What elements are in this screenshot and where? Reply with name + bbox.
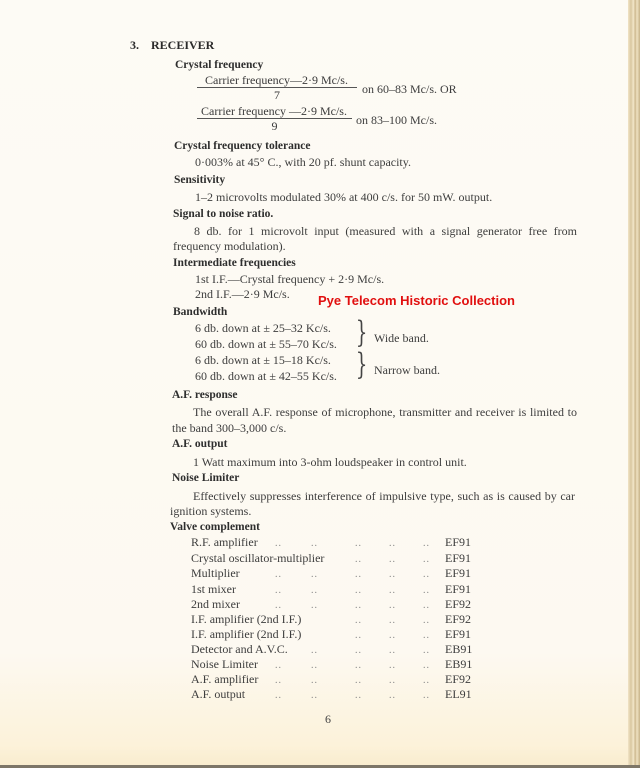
valve-stage: A.F. output xyxy=(191,687,246,701)
noise-limiter-text: Effectively suppresses interference of impulsive type, such as is caused by car ignition systems. xyxy=(170,489,575,518)
formula-2-denominator: 9 xyxy=(271,119,278,133)
page-binding-edge xyxy=(628,0,640,768)
heading-crystal-frequency: Crystal frequency xyxy=(175,59,264,71)
heading-intermediate: Intermediate frequencies xyxy=(173,257,296,269)
valve-type: EF91 xyxy=(445,582,472,596)
brace-icon: } xyxy=(355,347,368,382)
bandwidth-row: 60 db. down at ± 42–55 Kc/s. xyxy=(195,369,337,383)
heading-af-response: A.F. response xyxy=(172,389,238,401)
valve-type: EB91 xyxy=(445,642,473,656)
valve-row: 1st mixer .. .. .. .. .. EF91 xyxy=(191,582,472,596)
heading-af-output: A.F. output xyxy=(172,438,228,450)
valve-stage: R.F. amplifier xyxy=(191,535,258,549)
valve-row: A.F. amplifier .. .. .. .. .. EF92 xyxy=(191,672,472,686)
valve-stage: I.F. amplifier (2nd I.F.) xyxy=(191,627,302,641)
valve-row: Crystal oscillator-multiplier .. .. .. EF91 xyxy=(191,551,472,565)
formula-1-denominator: 7 xyxy=(274,88,280,102)
intermediate-line-2: 2nd I.F.—2·9 Mc/s. xyxy=(195,287,290,301)
intermediate-line-1: 1st I.F.—Crystal frequency + 2·9 Mc/s. xyxy=(195,272,385,286)
bandwidth-row: 6 db. down at ± 15–18 Kc/s. xyxy=(195,353,331,367)
valve-stage: Crystal oscillator-multiplier xyxy=(191,551,325,565)
watermark: Pye Telecom Historic Collection xyxy=(318,293,515,308)
heading-crystal-tolerance: Crystal frequency tolerance xyxy=(174,140,311,152)
af-output-text: 1 Watt maximum into 3-ohm loudspeaker in control unit. xyxy=(193,455,467,469)
bandwidth-row: 60 db. down at ± 55–70 Kc/s. xyxy=(195,337,337,351)
bandwidth-row: 6 db. down at ± 25–32 Kc/s. xyxy=(195,321,331,335)
crystal-tolerance-text: 0·003% at 45° C., with 20 pf. shunt capacity. xyxy=(195,155,411,169)
valve-type: EF91 xyxy=(445,551,472,565)
valve-stage: Detector and A.V.C. xyxy=(191,642,288,656)
page-number: 6 xyxy=(325,712,331,726)
valve-type: EB91 xyxy=(445,657,473,671)
section-title: RECEIVER xyxy=(151,38,215,52)
valve-row: A.F. output .. .. .. .. .. EL91 xyxy=(191,687,472,701)
narrow-band-label: Narrow band. xyxy=(374,363,440,377)
af-response-text: The overall A.F. response of microphone, transmitter and receiver is limited to the band 300–3,000 c/s. xyxy=(172,405,577,435)
valve-row: I.F. amplifier (2nd I.F.) .. .. .. EF92 xyxy=(191,612,472,626)
valve-type: EF92 xyxy=(445,612,472,626)
valve-row: Detector and A.V.C. .. .. .. .. EB91 xyxy=(191,642,473,656)
valve-stage: Noise Limiter xyxy=(191,657,258,671)
valve-row: I.F. amplifier (2nd I.F.) .. .. .. EF91 xyxy=(191,627,472,641)
formula-2-numerator: Carrier frequency —2·9 Mc/s. xyxy=(197,104,352,119)
valve-stage: I.F. amplifier (2nd I.F.) xyxy=(191,612,302,626)
heading-noise-limiter: Noise Limiter xyxy=(172,472,240,484)
valve-stage: 1st mixer xyxy=(191,582,236,596)
valve-type: EF91 xyxy=(445,535,472,549)
valve-type: EF92 xyxy=(445,597,472,611)
heading-valve-complement: Valve complement xyxy=(170,521,260,533)
valve-row: Noise Limiter .. .. .. .. .. EB91 xyxy=(191,657,473,671)
formula-1-numerator: Carrier frequency—2·9 Mc/s. xyxy=(197,73,357,88)
valve-row: Multiplier .. .. .. .. .. EF91 xyxy=(191,566,472,580)
valve-type: EF91 xyxy=(445,627,472,641)
section-number: 3. xyxy=(130,38,139,52)
valve-stage: 2nd mixer xyxy=(191,597,240,611)
valve-type: EF92 xyxy=(445,672,472,686)
brace-icon: } xyxy=(355,315,368,350)
heading-bandwidth: Bandwidth xyxy=(173,306,228,318)
signal-noise-text: 8 db. for 1 microvolt input (measured with a signal generator free from frequency modulation). xyxy=(173,224,577,253)
formula-1 xyxy=(197,73,357,102)
wide-band-label: Wide band. xyxy=(374,331,429,345)
valve-row: 2nd mixer .. .. .. .. .. EF92 xyxy=(191,597,472,611)
valve-stage: Multiplier xyxy=(191,566,240,580)
formula-2-suffix: on 83–100 Mc/s. xyxy=(356,113,437,127)
formula-2 xyxy=(197,104,352,133)
formula-1-suffix: on 60–83 Mc/s. OR xyxy=(362,82,457,96)
sensitivity-text: 1–2 microvolts modulated 30% at 400 c/s. for 50 mW. output. xyxy=(195,190,493,204)
heading-sensitivity: Sensitivity xyxy=(174,174,226,186)
valve-stage: A.F. amplifier xyxy=(191,672,259,686)
valve-type: EF91 xyxy=(445,566,472,580)
heading-signal-noise: Signal to noise ratio. xyxy=(173,208,274,220)
valve-type: EL91 xyxy=(445,687,472,701)
valve-row: R.F. amplifier .. .. .. .. .. EF91 xyxy=(191,535,472,549)
